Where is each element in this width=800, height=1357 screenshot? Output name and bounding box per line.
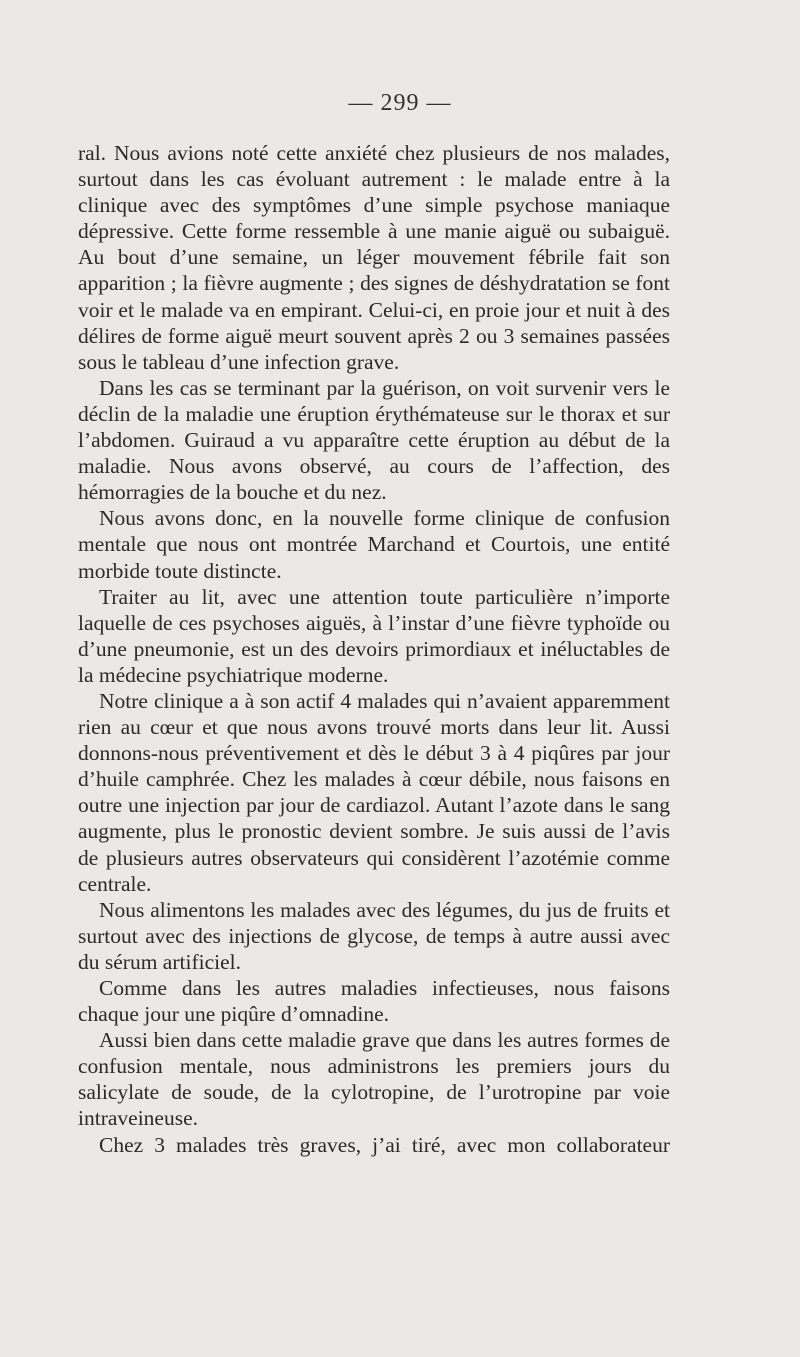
paragraph: Chez 3 malades très graves, j’ai tiré, avec mon collaborateur — [99, 1132, 670, 1157]
page-number: — 299 — — [348, 90, 452, 116]
paragraph: Traiter au lit, avec une attention toute particulière n’importe laquelle de ces psychoses aiguës, à l’instar d’une fièvre typhoïde ou d’une pneumonie, est un des devoirs primordiaux et inéluctables de la médecine psychiatrique moderne. — [78, 584, 670, 687]
paragraph: ral. Nous avions noté cette anxiété chez plusieurs de nos malades, surtout dans les cas évoluant autrement : le malade entre à la clinique avec des symptômes d’une simple psychose maniaque dépressive. Cette forme ressemble à une manie aiguë ou subaiguë. Au bout d’une semaine, un léger mouvement fébrile fait son apparition ; la fièvre augmente ; des signes de déshydratation se font voir et le malade va en empirant. Celui-ci, en proie jour et nuit à des délires de forme aiguë meurt souvent après 2 ou 3 semaines passées sous le tableau d’une infection grave. — [78, 141, 670, 374]
paragraph: Comme dans les autres maladies infectieuses, nous faisons chaque jour une piqûre d’omnadine. — [78, 976, 670, 1027]
paragraph: Nous alimentons les malades avec des légumes, du jus de fruits et surtout avec des injections de glycose, de temps à autre aussi avec du sérum artificiel. — [78, 897, 670, 974]
paragraph: Dans les cas se terminant par la guérison, on voit survenir vers le déclin de la maladie une éruption érythémateuse sur le thorax et sur l’abdomen. Guiraud a vu apparaître cette éruption au début de la maladie. Nous avons observé, au cours de l’affection, des hémorragies de la bouche et du nez. — [78, 375, 670, 505]
paragraph: Notre clinique a à son actif 4 malades qui n’avaient apparemment rien au cœur et que nous avons trouvé morts dans leur lit. Aussi donnons-nous préventivement et dès le début 3 à 4 piqûres par jour d’huile camphrée. Chez les malades à cœur débile, nous faisons en outre une injection par jour de cardiazol. Autant l’azote dans le sang augmente, plus le pronostic devient sombre. Je suis aussi de l’avis de plusieurs autres observateurs qui considèrent l’azotémie comme centrale. — [78, 688, 670, 896]
paragraph: Aussi bien dans cette maladie grave que dans les autres formes de confusion mentale, nous administrons les premiers jours du salicylate de soude, de la cylotropine, de l’urotropine par voie intraveineuse. — [78, 1028, 670, 1131]
body-text — [78, 140, 670, 1158]
paragraph: Nous avons donc, en la nouvelle forme clinique de confusion mentale que nous ont montrée Marchand et Courtois, une entité morbide toute distincte. — [78, 506, 670, 583]
